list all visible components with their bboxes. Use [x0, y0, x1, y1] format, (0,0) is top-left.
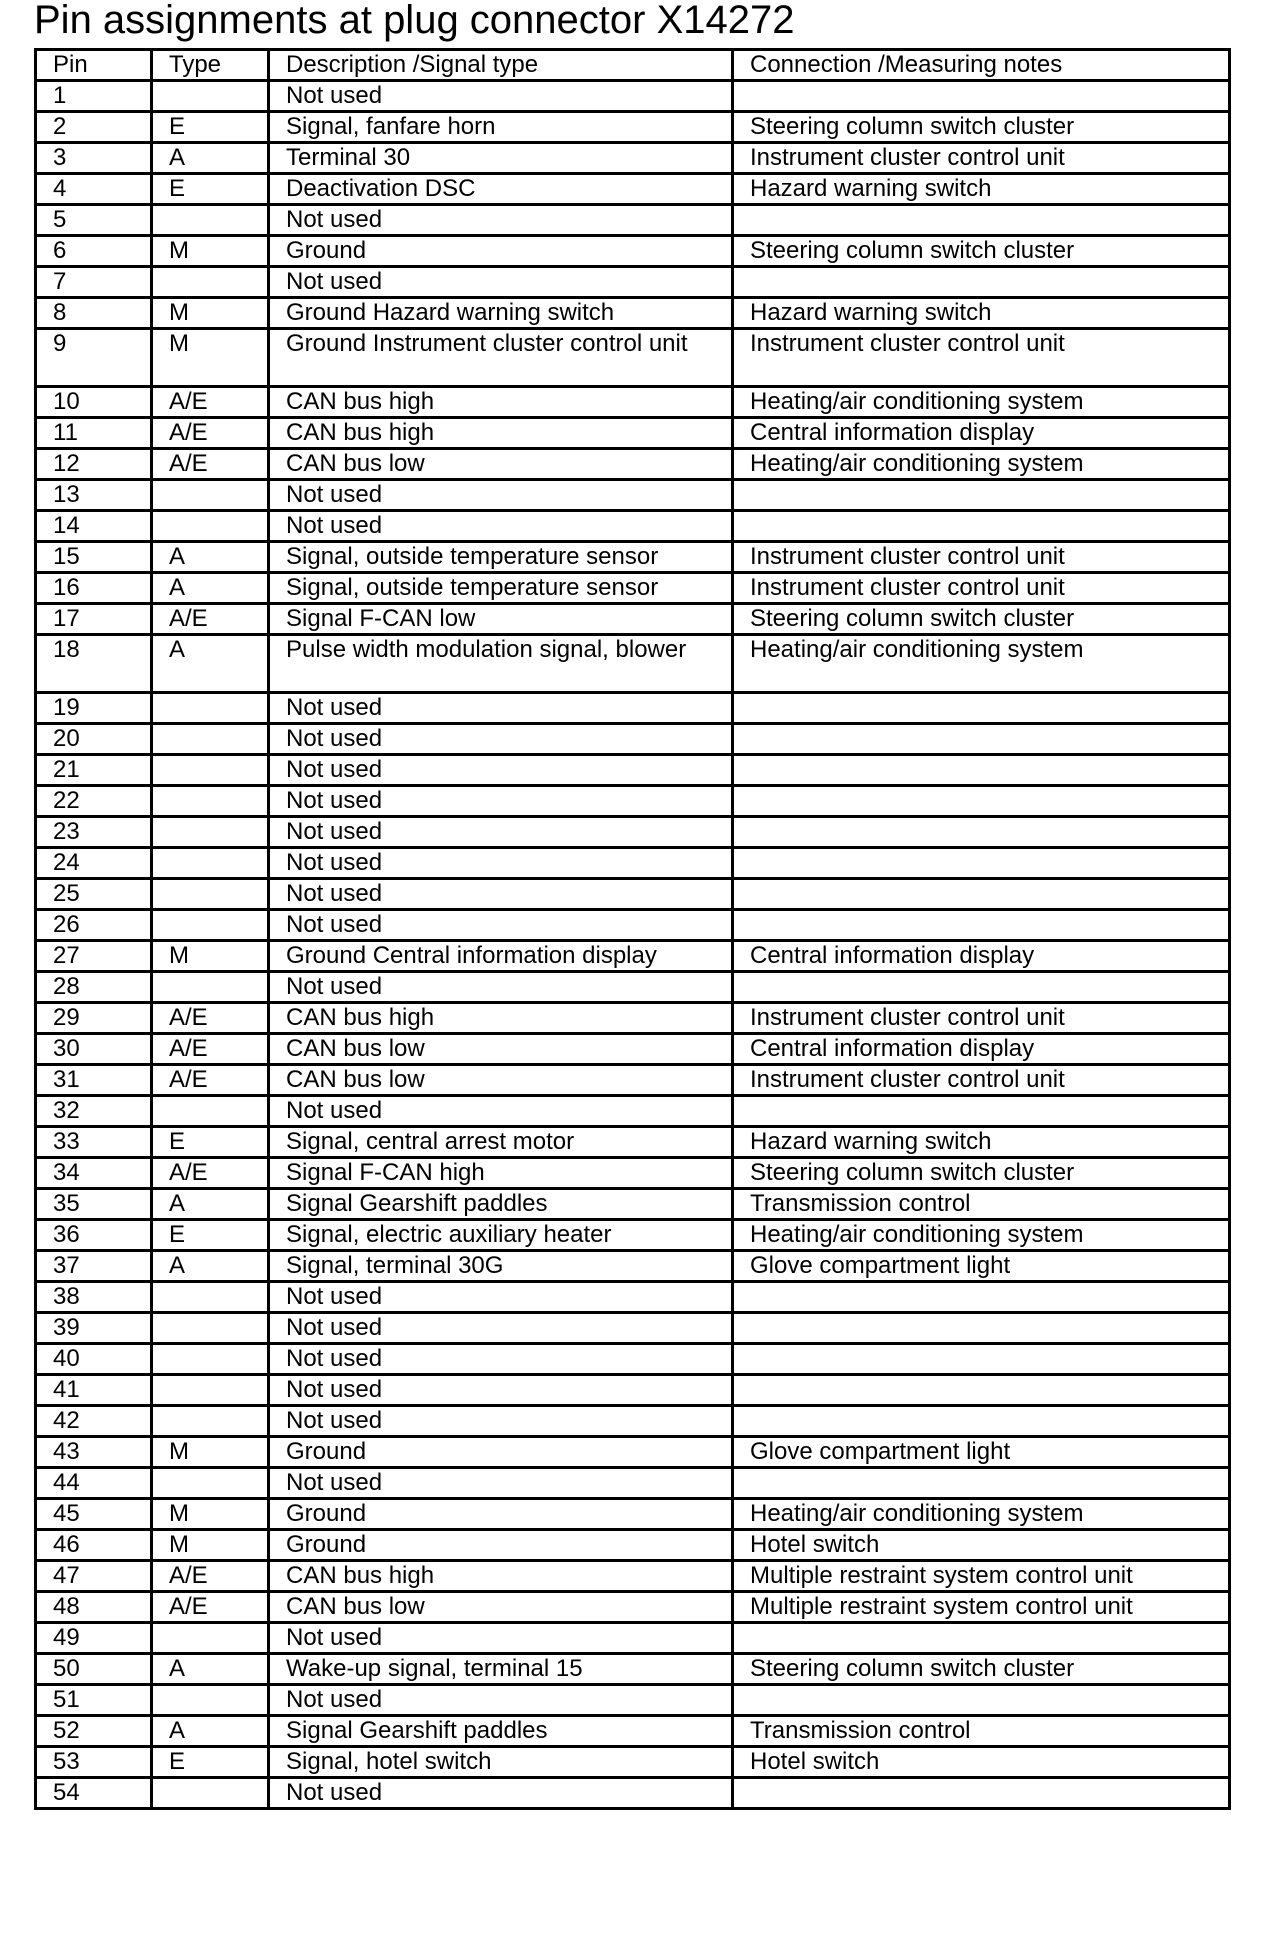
cell-description: Signal F-CAN high: [269, 1158, 733, 1189]
table-row: [36, 1158, 1230, 1189]
table-row: [36, 910, 1230, 941]
table-row: [36, 1530, 1230, 1561]
cell-pin: 5: [36, 205, 152, 236]
cell-type: A/E: [152, 604, 269, 635]
cell-connection: Heating/air conditioning system: [733, 1499, 1230, 1530]
table-row: [36, 972, 1230, 1003]
cell-description: Ground Instrument cluster control unit: [269, 329, 733, 387]
cell-description: Not used: [269, 1344, 733, 1375]
table-row: [36, 1034, 1230, 1065]
cell-description: Not used: [269, 480, 733, 511]
table-row: [36, 1654, 1230, 1685]
table-row: [36, 879, 1230, 910]
cell-description: CAN bus low: [269, 1065, 733, 1096]
table-row: [36, 604, 1230, 635]
cell-description: Not used: [269, 1623, 733, 1654]
cell-pin: 15: [36, 542, 152, 573]
cell-pin: 42: [36, 1406, 152, 1437]
cell-type: [152, 1282, 269, 1313]
cell-type: [152, 910, 269, 941]
cell-type: [152, 81, 269, 112]
cell-description: Not used: [269, 1468, 733, 1499]
table-row: [36, 81, 1230, 112]
cell-type: A: [152, 542, 269, 573]
cell-description: Not used: [269, 1096, 733, 1127]
cell-pin: 23: [36, 817, 152, 848]
table-row: [36, 418, 1230, 449]
cell-pin: 49: [36, 1623, 152, 1654]
cell-connection: Hazard warning switch: [733, 298, 1230, 329]
cell-connection: Instrument cluster control unit: [733, 1065, 1230, 1096]
cell-connection: Instrument cluster control unit: [733, 329, 1230, 387]
cell-connection: [733, 755, 1230, 786]
table-body: [36, 81, 1230, 1809]
table-row: [36, 112, 1230, 143]
cell-type: [152, 1468, 269, 1499]
cell-description: Ground Central information display: [269, 941, 733, 972]
cell-type: [152, 1406, 269, 1437]
table-row: [36, 573, 1230, 604]
cell-type: A/E: [152, 418, 269, 449]
cell-connection: Steering column switch cluster: [733, 112, 1230, 143]
cell-description: Ground: [269, 236, 733, 267]
table-row: [36, 1096, 1230, 1127]
cell-description: Not used: [269, 972, 733, 1003]
table-row: [36, 635, 1230, 693]
cell-pin: 43: [36, 1437, 152, 1468]
table-row: [36, 1623, 1230, 1654]
cell-connection: Instrument cluster control unit: [733, 573, 1230, 604]
cell-pin: 48: [36, 1592, 152, 1623]
cell-pin: 36: [36, 1220, 152, 1251]
cell-pin: 34: [36, 1158, 152, 1189]
cell-connection: Transmission control: [733, 1189, 1230, 1220]
table-row: [36, 848, 1230, 879]
cell-type: [152, 724, 269, 755]
cell-connection: Glove compartment light: [733, 1251, 1230, 1282]
cell-type: [152, 879, 269, 910]
cell-description: Not used: [269, 205, 733, 236]
column-header-description: Description /Signal type: [269, 50, 733, 81]
cell-connection: Central information display: [733, 418, 1230, 449]
cell-type: A: [152, 143, 269, 174]
table-row: [36, 1561, 1230, 1592]
cell-description: Signal Gearshift paddles: [269, 1189, 733, 1220]
table-row: [36, 1344, 1230, 1375]
table-row: [36, 236, 1230, 267]
table-row: [36, 1127, 1230, 1158]
cell-pin: 9: [36, 329, 152, 387]
cell-description: Signal, fanfare horn: [269, 112, 733, 143]
cell-pin: 26: [36, 910, 152, 941]
cell-connection: [733, 1406, 1230, 1437]
cell-pin: 1: [36, 81, 152, 112]
cell-type: A/E: [152, 1158, 269, 1189]
cell-pin: 40: [36, 1344, 152, 1375]
cell-connection: [733, 1282, 1230, 1313]
cell-pin: 41: [36, 1375, 152, 1406]
cell-type: [152, 1096, 269, 1127]
cell-pin: 29: [36, 1003, 152, 1034]
cell-description: Not used: [269, 511, 733, 542]
column-header-connection: Connection /Measuring notes: [733, 50, 1230, 81]
cell-type: M: [152, 941, 269, 972]
cell-type: M: [152, 1437, 269, 1468]
cell-connection: Hazard warning switch: [733, 174, 1230, 205]
cell-type: E: [152, 1220, 269, 1251]
cell-type: E: [152, 174, 269, 205]
cell-type: [152, 848, 269, 879]
cell-pin: 8: [36, 298, 152, 329]
cell-description: Pulse width modulation signal, blower: [269, 635, 733, 693]
cell-description: Signal, electric auxiliary heater: [269, 1220, 733, 1251]
cell-pin: 47: [36, 1561, 152, 1592]
cell-pin: 2: [36, 112, 152, 143]
cell-description: Not used: [269, 1282, 733, 1313]
cell-connection: Heating/air conditioning system: [733, 1220, 1230, 1251]
cell-pin: 4: [36, 174, 152, 205]
cell-description: CAN bus high: [269, 1561, 733, 1592]
cell-connection: Instrument cluster control unit: [733, 1003, 1230, 1034]
cell-pin: 39: [36, 1313, 152, 1344]
table-row: [36, 817, 1230, 848]
cell-connection: [733, 81, 1230, 112]
table-row: [36, 1778, 1230, 1809]
cell-type: [152, 480, 269, 511]
table-row: [36, 205, 1230, 236]
cell-connection: Instrument cluster control unit: [733, 143, 1230, 174]
cell-description: Signal Gearshift paddles: [269, 1716, 733, 1747]
cell-connection: Steering column switch cluster: [733, 604, 1230, 635]
cell-description: Not used: [269, 1406, 733, 1437]
cell-connection: Hotel switch: [733, 1530, 1230, 1561]
table-row: [36, 1716, 1230, 1747]
pin-assignment-table: [34, 48, 1231, 1810]
cell-pin: 28: [36, 972, 152, 1003]
cell-description: Signal F-CAN low: [269, 604, 733, 635]
cell-pin: 11: [36, 418, 152, 449]
cell-pin: 54: [36, 1778, 152, 1809]
cell-pin: 33: [36, 1127, 152, 1158]
cell-connection: [733, 267, 1230, 298]
cell-connection: Instrument cluster control unit: [733, 542, 1230, 573]
cell-connection: Heating/air conditioning system: [733, 449, 1230, 480]
cell-type: A/E: [152, 1592, 269, 1623]
cell-type: A: [152, 573, 269, 604]
cell-description: Not used: [269, 1685, 733, 1716]
table-row: [36, 542, 1230, 573]
table-row: [36, 1282, 1230, 1313]
cell-description: Not used: [269, 786, 733, 817]
cell-connection: [733, 693, 1230, 724]
table-row: [36, 786, 1230, 817]
table-row: [36, 1189, 1230, 1220]
cell-type: [152, 972, 269, 1003]
cell-type: A/E: [152, 1003, 269, 1034]
cell-type: [152, 1344, 269, 1375]
cell-pin: 14: [36, 511, 152, 542]
cell-pin: 30: [36, 1034, 152, 1065]
cell-connection: [733, 1778, 1230, 1809]
cell-description: Not used: [269, 724, 733, 755]
cell-connection: [733, 786, 1230, 817]
cell-description: Wake-up signal, terminal 15: [269, 1654, 733, 1685]
cell-type: A: [152, 1251, 269, 1282]
cell-description: Signal, hotel switch: [269, 1747, 733, 1778]
cell-type: [152, 786, 269, 817]
cell-connection: Multiple restraint system control unit: [733, 1592, 1230, 1623]
cell-connection: [733, 910, 1230, 941]
table-row: [36, 511, 1230, 542]
cell-type: M: [152, 1530, 269, 1561]
table-row: [36, 755, 1230, 786]
cell-pin: 3: [36, 143, 152, 174]
cell-connection: [733, 848, 1230, 879]
cell-description: Not used: [269, 848, 733, 879]
column-header-type: Type: [152, 50, 269, 81]
cell-type: M: [152, 1499, 269, 1530]
cell-connection: [733, 205, 1230, 236]
cell-pin: 20: [36, 724, 152, 755]
cell-type: A: [152, 635, 269, 693]
cell-type: [152, 511, 269, 542]
cell-description: Not used: [269, 755, 733, 786]
cell-type: E: [152, 112, 269, 143]
cell-type: A: [152, 1189, 269, 1220]
cell-description: Ground: [269, 1530, 733, 1561]
cell-description: Signal, terminal 30G: [269, 1251, 733, 1282]
table-row: [36, 1251, 1230, 1282]
cell-connection: [733, 972, 1230, 1003]
cell-pin: 18: [36, 635, 152, 693]
cell-description: Ground: [269, 1499, 733, 1530]
cell-pin: 13: [36, 480, 152, 511]
table-row: [36, 941, 1230, 972]
cell-pin: 7: [36, 267, 152, 298]
cell-description: Signal, central arrest motor: [269, 1127, 733, 1158]
table-row: [36, 1065, 1230, 1096]
cell-type: A: [152, 1716, 269, 1747]
cell-pin: 19: [36, 693, 152, 724]
table-row: [36, 387, 1230, 418]
cell-type: A/E: [152, 1561, 269, 1592]
cell-pin: 6: [36, 236, 152, 267]
cell-description: Terminal 30: [269, 143, 733, 174]
cell-pin: 38: [36, 1282, 152, 1313]
cell-pin: 31: [36, 1065, 152, 1096]
cell-description: CAN bus low: [269, 1592, 733, 1623]
cell-pin: 50: [36, 1654, 152, 1685]
table-row: [36, 1499, 1230, 1530]
cell-description: Not used: [269, 879, 733, 910]
table-row: [36, 1437, 1230, 1468]
table-row: [36, 449, 1230, 480]
table-row: [36, 143, 1230, 174]
cell-connection: [733, 1313, 1230, 1344]
table-row: [36, 174, 1230, 205]
cell-pin: 52: [36, 1716, 152, 1747]
table-row: [36, 1592, 1230, 1623]
table-row: [36, 298, 1230, 329]
cell-pin: 24: [36, 848, 152, 879]
cell-type: E: [152, 1747, 269, 1778]
cell-connection: Steering column switch cluster: [733, 1158, 1230, 1189]
cell-description: CAN bus high: [269, 1003, 733, 1034]
table-row: [36, 1406, 1230, 1437]
cell-connection: Multiple restraint system control unit: [733, 1561, 1230, 1592]
cell-connection: [733, 1468, 1230, 1499]
cell-type: [152, 693, 269, 724]
cell-type: A/E: [152, 1034, 269, 1065]
cell-pin: 12: [36, 449, 152, 480]
cell-type: [152, 817, 269, 848]
cell-connection: [733, 1375, 1230, 1406]
table-row: [36, 724, 1230, 755]
cell-connection: [733, 511, 1230, 542]
cell-connection: Central information display: [733, 941, 1230, 972]
cell-description: Not used: [269, 1375, 733, 1406]
cell-type: [152, 205, 269, 236]
cell-connection: Transmission control: [733, 1716, 1230, 1747]
cell-type: M: [152, 329, 269, 387]
cell-type: E: [152, 1127, 269, 1158]
cell-pin: 10: [36, 387, 152, 418]
cell-connection: [733, 724, 1230, 755]
cell-connection: Central information display: [733, 1034, 1230, 1065]
table-row: [36, 267, 1230, 298]
cell-connection: [733, 1344, 1230, 1375]
cell-description: Not used: [269, 1313, 733, 1344]
cell-pin: 25: [36, 879, 152, 910]
cell-type: [152, 1778, 269, 1809]
cell-type: [152, 1375, 269, 1406]
cell-connection: Hazard warning switch: [733, 1127, 1230, 1158]
cell-description: Ground: [269, 1437, 733, 1468]
cell-description: Not used: [269, 693, 733, 724]
cell-description: Not used: [269, 81, 733, 112]
cell-connection: Heating/air conditioning system: [733, 635, 1230, 693]
cell-type: [152, 1623, 269, 1654]
cell-pin: 21: [36, 755, 152, 786]
table-row: [36, 1003, 1230, 1034]
table-row: [36, 1220, 1230, 1251]
cell-connection: [733, 1623, 1230, 1654]
table-row: [36, 1747, 1230, 1778]
cell-connection: Hotel switch: [733, 1747, 1230, 1778]
cell-pin: 53: [36, 1747, 152, 1778]
cell-connection: Steering column switch cluster: [733, 236, 1230, 267]
cell-connection: Heating/air conditioning system: [733, 387, 1230, 418]
cell-pin: 51: [36, 1685, 152, 1716]
cell-connection: [733, 817, 1230, 848]
table-row: [36, 1468, 1230, 1499]
table-row: [36, 1375, 1230, 1406]
cell-type: [152, 1685, 269, 1716]
page-title: Pin assignments at plug connector X14272: [34, 0, 795, 42]
cell-pin: 37: [36, 1251, 152, 1282]
cell-type: [152, 267, 269, 298]
table-row: [36, 329, 1230, 387]
cell-connection: [733, 480, 1230, 511]
cell-description: Signal, outside temperature sensor: [269, 573, 733, 604]
cell-type: [152, 755, 269, 786]
cell-description: CAN bus low: [269, 449, 733, 480]
cell-description: Deactivation DSC: [269, 174, 733, 205]
cell-description: CAN bus low: [269, 1034, 733, 1065]
cell-description: Not used: [269, 1778, 733, 1809]
cell-pin: 16: [36, 573, 152, 604]
cell-type: M: [152, 236, 269, 267]
cell-description: Not used: [269, 817, 733, 848]
table-row: [36, 693, 1230, 724]
cell-connection: [733, 1096, 1230, 1127]
cell-type: [152, 1313, 269, 1344]
cell-type: M: [152, 298, 269, 329]
cell-connection: Glove compartment light: [733, 1437, 1230, 1468]
table-row: [36, 1313, 1230, 1344]
column-header-pin: Pin: [36, 50, 152, 81]
cell-type: A/E: [152, 1065, 269, 1096]
cell-description: Signal, outside temperature sensor: [269, 542, 733, 573]
cell-type: A/E: [152, 387, 269, 418]
cell-description: Not used: [269, 910, 733, 941]
cell-description: CAN bus high: [269, 418, 733, 449]
table-row: [36, 480, 1230, 511]
cell-description: Not used: [269, 267, 733, 298]
cell-pin: 45: [36, 1499, 152, 1530]
cell-pin: 22: [36, 786, 152, 817]
cell-description: Ground Hazard warning switch: [269, 298, 733, 329]
cell-connection: [733, 1685, 1230, 1716]
cell-pin: 35: [36, 1189, 152, 1220]
table-header-row: [36, 50, 1230, 81]
cell-pin: 32: [36, 1096, 152, 1127]
cell-connection: [733, 879, 1230, 910]
cell-pin: 46: [36, 1530, 152, 1561]
cell-type: A/E: [152, 449, 269, 480]
table-row: [36, 1685, 1230, 1716]
cell-description: CAN bus high: [269, 387, 733, 418]
cell-pin: 17: [36, 604, 152, 635]
cell-pin: 44: [36, 1468, 152, 1499]
cell-pin: 27: [36, 941, 152, 972]
cell-connection: Steering column switch cluster: [733, 1654, 1230, 1685]
cell-type: A: [152, 1654, 269, 1685]
